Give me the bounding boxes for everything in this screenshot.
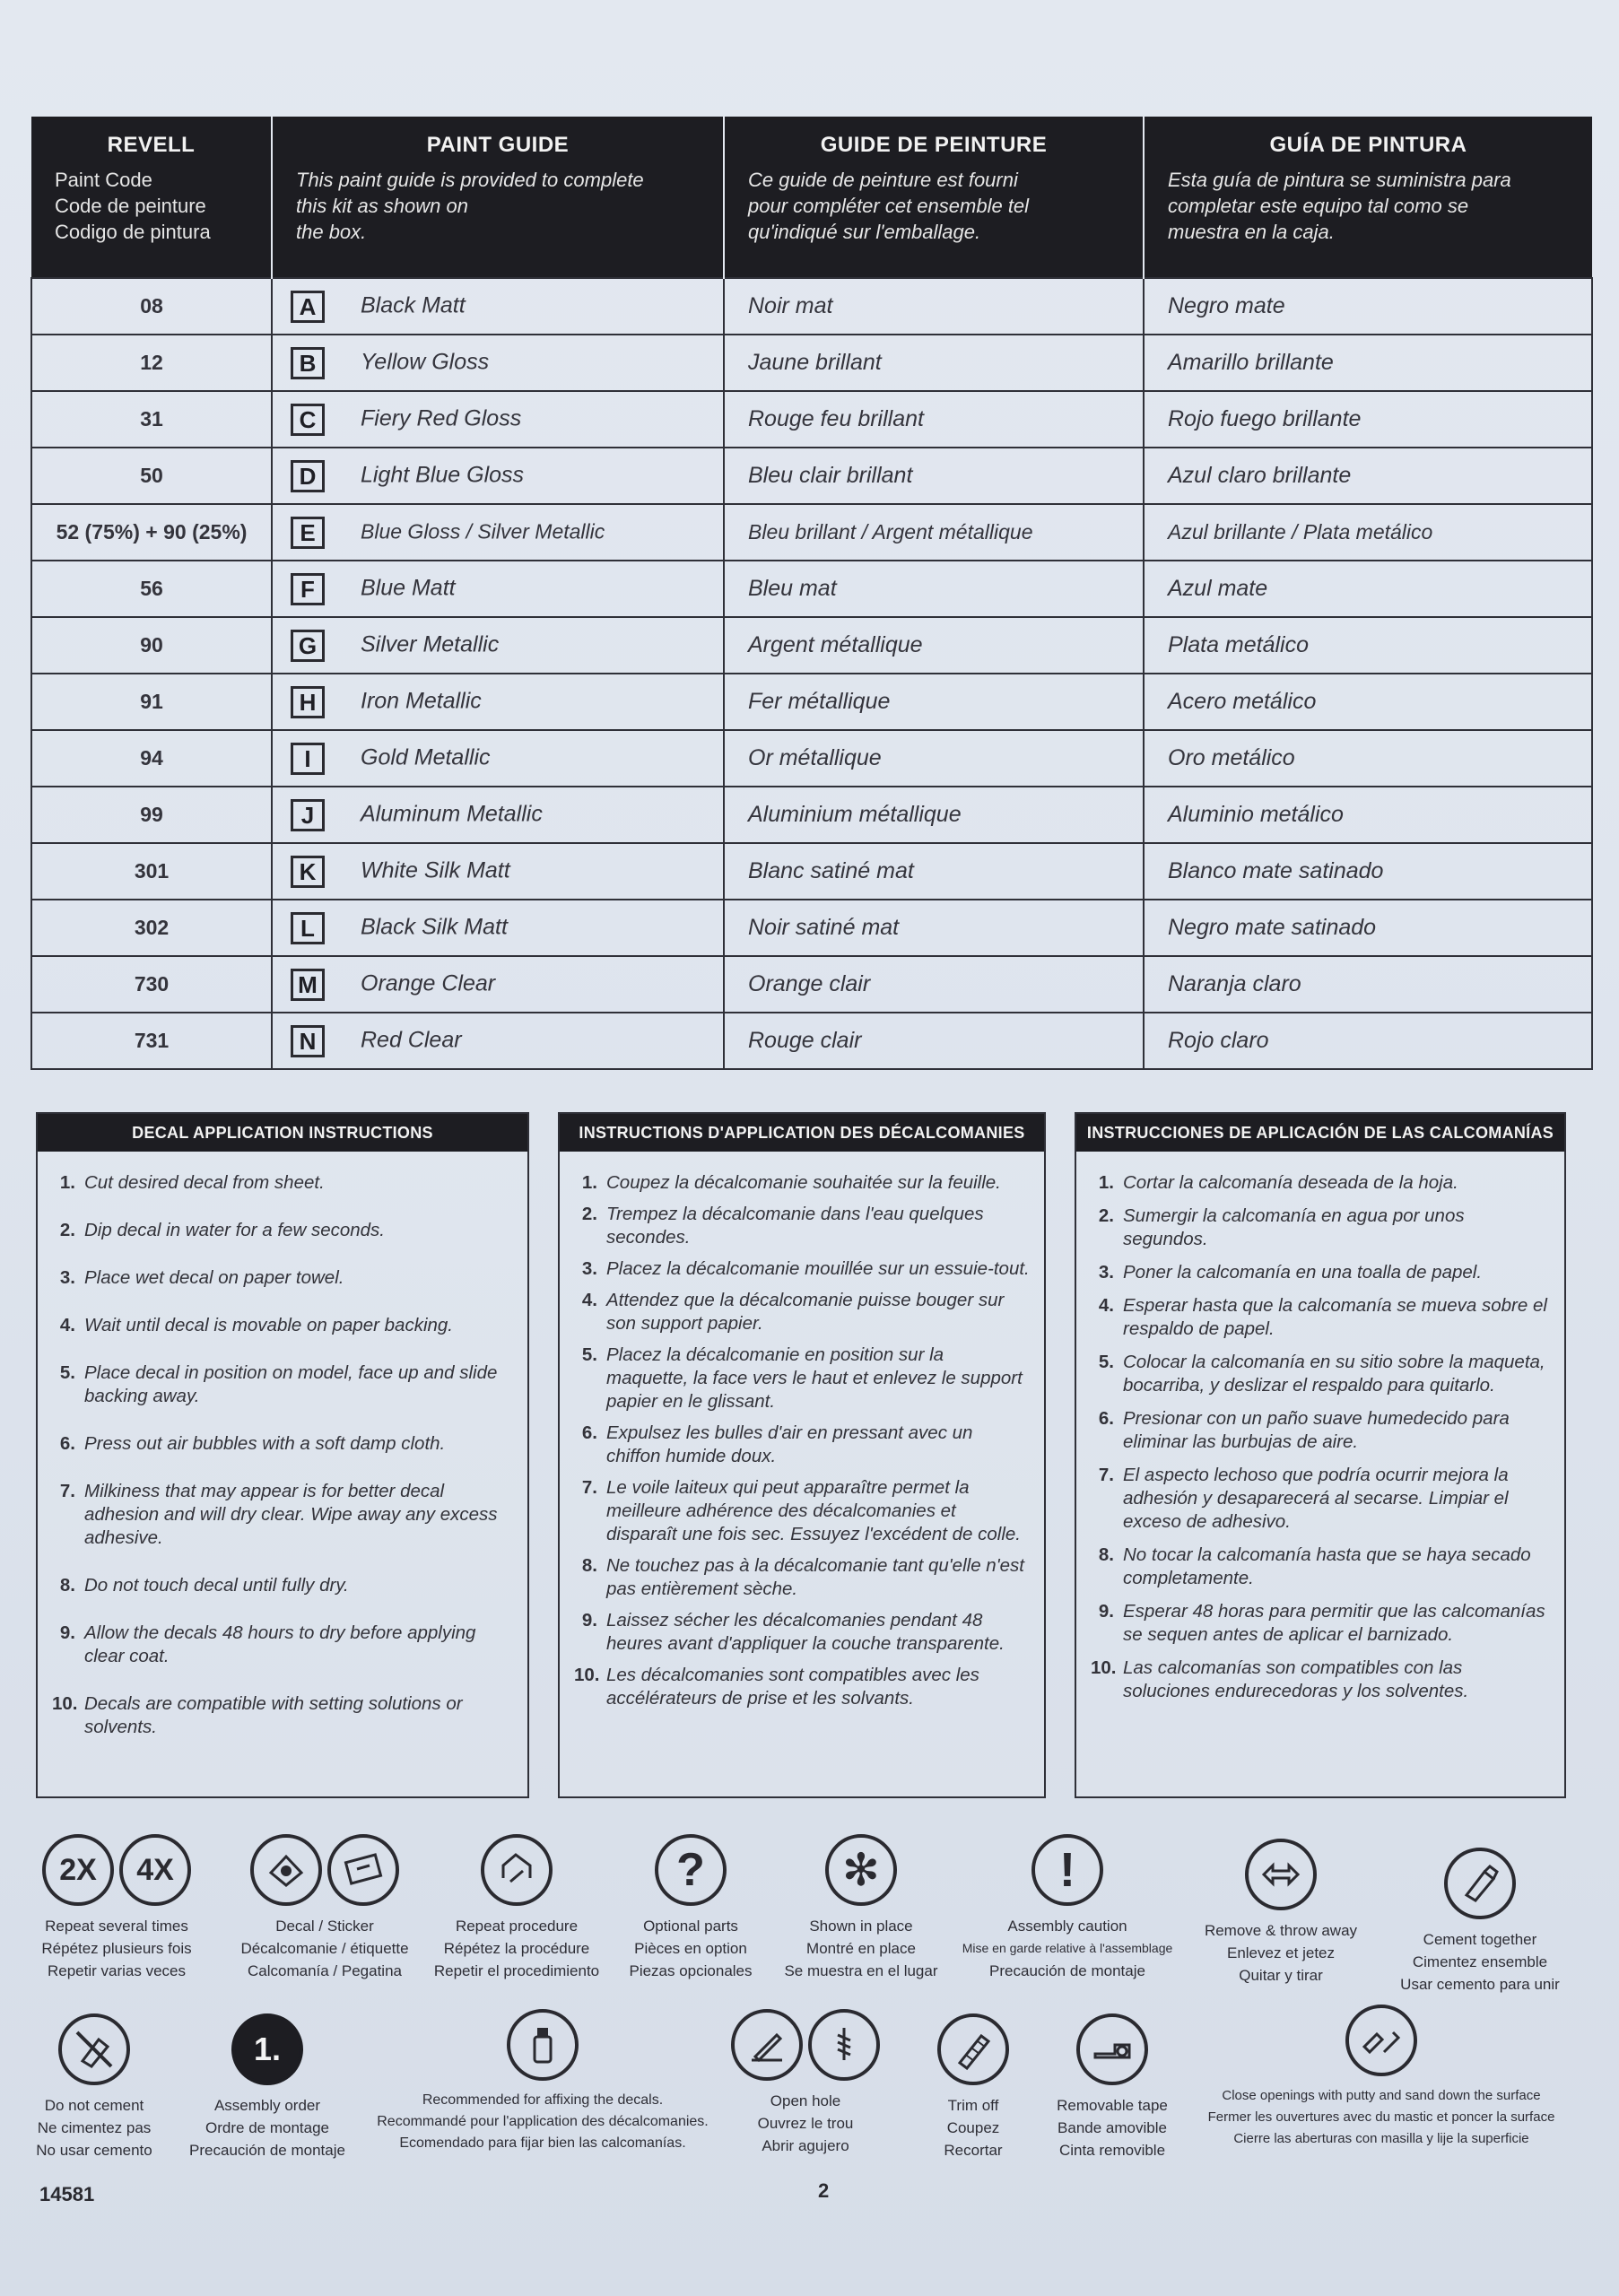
symbol-putty — [1197, 2005, 1565, 2150]
list-item: 5. Placez la décalcomanie en position sur la maquette, la face vers le haut et enlevez le support papier en le glissant. — [574, 1344, 1030, 1413]
header-fr-sub-1: Ce guide de peinture est fourni — [748, 169, 1018, 191]
label-en: Decal / Sticker — [275, 1918, 374, 1935]
symbol-label — [771, 1915, 951, 1982]
symbol-decal — [235, 1834, 414, 1982]
header-fr-sub-3: qu'indiqué sur l'emballage. — [748, 221, 981, 243]
paint-code: 50 — [31, 448, 272, 504]
paint-name-es: Negro mate satinado — [1144, 900, 1592, 956]
label-es: Recortar — [944, 2142, 1003, 2159]
symbol-label — [368, 2090, 718, 2154]
symbol-label — [1390, 1928, 1570, 1996]
decal-step-text: Presionar con un paño suave humedecido para eliminar las burbujas de aire. — [1123, 1408, 1510, 1452]
label-es: Calcomanía / Pegatina — [248, 1962, 402, 1979]
label-fr: Ouvrez le trou — [757, 2115, 854, 2132]
header-code-title: REVELL — [107, 133, 196, 157]
decal-step-text: Dip decal in water for a few seconds. — [84, 1220, 385, 1240]
paint-name-es: Azul brillante / Plata metálico — [1144, 504, 1592, 561]
decal-steps-fr — [560, 1152, 1044, 1710]
label-en: Optional parts — [643, 1918, 738, 1935]
list-item: 1. Cortar la calcomanía deseada de la hoja. — [1091, 1171, 1550, 1195]
paint-name-es: Negro mate — [1144, 278, 1592, 335]
decal-step-text: Wait until decal is movable on paper backing. — [84, 1315, 453, 1335]
paint-name-en — [272, 730, 724, 787]
decal-step-text: Cortar la calcomanía deseada de la hoja. — [1123, 1172, 1458, 1193]
file-trim-icon — [937, 2013, 1009, 2085]
symbol-caution — [960, 1834, 1175, 1982]
paint-letter: C — [291, 404, 325, 436]
list-item: 1. Cut desired decal from sheet. — [52, 1171, 513, 1195]
label-es: Repetir el procedimiento — [433, 1962, 600, 1979]
paint-name-es: Blanco mate satinado — [1144, 843, 1592, 900]
paint-name-en — [272, 504, 724, 561]
decal-title-fr: INSTRUCTIONS D'APPLICATION DES DÉCALCOMANIES — [560, 1114, 1044, 1152]
header-es — [1144, 117, 1592, 278]
paint-code: 94 — [31, 730, 272, 787]
label-fr: Répétez plusieurs fois — [41, 1940, 192, 1957]
no-cement-icon — [58, 2013, 130, 2085]
paint-name-en-text: Silver Metallic — [361, 631, 500, 657]
paint-name-es: Naranja claro — [1144, 956, 1592, 1013]
paint-name-en — [272, 1013, 724, 1069]
decal-step-text: Allow the decals 48 hours to dry before applying clear coat. — [84, 1622, 476, 1666]
paint-name-es: Azul mate — [1144, 561, 1592, 617]
symbol-label — [960, 1915, 1175, 1982]
decal-step-text: Colocar la calcomanía en su sitio sobre la maqueta, bocarriba, y deslizar el respaldo para quitarlo. — [1123, 1352, 1545, 1396]
list-item: 2. Dip decal in water for a few seconds. — [52, 1219, 513, 1242]
list-item: 9. Allow the decals 48 hours to dry before applying clear coat. — [52, 1622, 513, 1668]
header-es-sub-1: Esta guía de pintura se suministra para — [1168, 169, 1511, 191]
list-item: 10. Decals are compatible with setting solutions or solvents. — [52, 1692, 513, 1739]
decal-step-text: Place decal in position on model, face up and slide backing away. — [84, 1362, 498, 1406]
paint-code: 99 — [31, 787, 272, 843]
symbol-label — [18, 2094, 170, 2161]
decal-title-en: DECAL APPLICATION INSTRUCTIONS — [38, 1114, 527, 1152]
list-item: 8. No tocar la calcomanía hasta que se haya secado completamente. — [1091, 1544, 1550, 1590]
label-en: Shown in place — [809, 1918, 913, 1935]
list-item: 3. Poner la calcomanía en una toalla de papel. — [1091, 1261, 1550, 1284]
paint-name-en-text: Black Silk Matt — [361, 914, 508, 940]
symbol-label — [906, 2094, 1040, 2161]
paint-letter: B — [291, 347, 325, 379]
decal-step-text: Press out air bubbles with a soft damp cloth. — [84, 1433, 446, 1454]
paint-name-en-text: Fiery Red Gloss — [361, 405, 522, 431]
list-item: 8. Ne touchez pas à la décalcomanie tant qu'elle n'est pas entièrement sèche. — [574, 1554, 1030, 1601]
label-fr: Mise en garde relative à l'assemblage — [962, 1941, 1173, 1955]
paint-name-fr: Rouge clair — [724, 1013, 1144, 1069]
list-item: 3. Placez la décalcomanie mouillée sur un essuie-tout. — [581, 1258, 1030, 1279]
list-item: 8. Do not touch decal until fully dry. — [52, 1574, 513, 1597]
symbol-label — [716, 2090, 895, 2157]
label-fr: Bande amovible — [1058, 2119, 1167, 2136]
label-es: Quitar y tirar — [1239, 1967, 1323, 1984]
paint-name-es: Rojo claro — [1144, 1013, 1592, 1069]
table-row — [31, 843, 1592, 900]
putty-sand-icon — [1345, 2005, 1417, 2076]
symbol-remove — [1191, 1839, 1371, 1987]
decal-step-text: Placez la décalcomanie mouillée sur un essuie-tout. — [606, 1258, 1030, 1279]
label-en: Open hole — [770, 2092, 841, 2109]
repeat-procedure-icon — [481, 1834, 553, 1906]
label-fr: Montré en place — [806, 1940, 916, 1957]
list-item: 4. Wait until decal is movable on paper backing. — [52, 1314, 513, 1337]
symbol-label — [178, 2094, 357, 2161]
label-en: Repeat several times — [45, 1918, 188, 1935]
label-es: Precaución de montaje — [189, 2142, 345, 2159]
kit-number: 14581 — [39, 2183, 95, 2205]
symbol-cement — [1390, 1848, 1570, 1996]
paint-letter: K — [291, 856, 325, 888]
paint-name-es: Aluminio metálico — [1144, 787, 1592, 843]
header-es-sub-2: completar este equipo tal como se — [1168, 195, 1469, 217]
label-es: Usar cemento para unir — [1400, 1976, 1560, 1993]
header-es-title: GUÍA DE PINTURA — [1269, 133, 1467, 157]
paint-code: 56 — [31, 561, 272, 617]
list-item: 6. Press out air bubbles with a soft damp cloth. — [52, 1432, 513, 1456]
tape-icon — [1076, 2013, 1148, 2085]
decal-step-text: Laissez sécher les décalcomanies pendant 48 heures avant d'appliquer la couche transparente. — [606, 1610, 1005, 1654]
exclamation-icon: ! — [1031, 1834, 1103, 1906]
paint-letter: M — [291, 969, 325, 1001]
paint-name-en — [272, 956, 724, 1013]
symbol-open-hole — [716, 2009, 895, 2157]
label-es: Ecomendado para fijar bien las calcomanías. — [399, 2135, 686, 2151]
list-item: 10. Las calcomanías son compatibles con las soluciones endurecedoras y los solventes. — [1091, 1657, 1550, 1703]
label-fr: Ordre de montage — [205, 2119, 329, 2136]
symbol-assembly-order — [178, 2013, 357, 2161]
paint-name-en — [272, 278, 724, 335]
paint-name-fr: Bleu brillant / Argent métallique — [724, 504, 1144, 561]
symbol-label — [1197, 2085, 1565, 2150]
paint-name-en-text: Blue Gloss / Silver Metallic — [361, 519, 605, 544]
label-en: Trim off — [947, 2097, 999, 2114]
label-fr: Ne cimentez pas — [37, 2119, 152, 2136]
paint-name-en-text: Blue Matt — [361, 575, 456, 601]
paint-code: 301 — [31, 843, 272, 900]
label-en: Removable tape — [1057, 2097, 1168, 2114]
symbol-label — [27, 1915, 206, 1982]
decal-step-text: Attendez que la décalcomanie puisse bouger sur son support papier. — [606, 1290, 1005, 1334]
symbol-trim — [906, 2013, 1040, 2161]
decal-step-text: Las calcomanías son compatibles con las soluciones endurecedoras y los solventes. — [1123, 1657, 1469, 1701]
symbol-repeat — [27, 1834, 206, 1982]
decal-step-text: Ne touchez pas à la décalcomanie tant qu'elle n'est pas entièrement sèche. — [606, 1555, 1024, 1599]
paint-name-en-text: Yellow Gloss — [361, 349, 490, 375]
paint-code: 302 — [31, 900, 272, 956]
header-en — [272, 117, 724, 278]
repeat-2x-icon: 2X — [42, 1834, 114, 1906]
paint-name-es: Azul claro brillante — [1144, 448, 1592, 504]
paint-name-en-text: Orange Clear — [361, 970, 496, 996]
decal-icon — [250, 1834, 322, 1906]
table-row — [31, 448, 1592, 504]
paint-letter: A — [291, 291, 325, 323]
knife-icon — [731, 2009, 803, 2081]
paint-name-fr: Blanc satiné mat — [724, 843, 1144, 900]
paint-name-es: Amarillo brillante — [1144, 335, 1592, 391]
table-row — [31, 956, 1592, 1013]
label-en: Assembly order — [213, 2097, 321, 2114]
header-code-sub-1: Paint Code — [55, 169, 152, 191]
label-fr: Recommandé pour l'application des décalcomanies. — [377, 2114, 709, 2129]
paint-name-fr: Orange clair — [724, 956, 1144, 1013]
label-es: Cinta removible — [1058, 2142, 1166, 2159]
paint-name-fr: Argent métallique — [724, 617, 1144, 674]
label-es: Cierre las aberturas con masilla y lije la superficie — [1233, 2131, 1529, 2146]
asterisk-icon: ✻ — [825, 1834, 897, 1906]
paint-guide-table — [30, 117, 1593, 1070]
header-code-sub-2: Code de peinture — [55, 195, 206, 217]
sticker-icon — [327, 1834, 399, 1906]
decal-steps-en — [38, 1152, 527, 1739]
table-row — [31, 730, 1592, 787]
list-item: 10. Les décalcomanies sont compatibles avec les accélérateurs de prise et les solvants. — [574, 1664, 1030, 1710]
table-row — [31, 674, 1592, 730]
paint-name-es: Acero metálico — [1144, 674, 1592, 730]
paint-name-en-text: Light Blue Gloss — [361, 462, 525, 488]
paint-name-en — [272, 391, 724, 448]
label-es: No usar cemento — [36, 2142, 152, 2159]
list-item: 2. Trempez la décalcomanie dans l'eau quelques secondes. — [574, 1203, 1030, 1249]
list-item: 6. Expulsez les bulles d'air en pressant avec un chiffon humide doux. — [574, 1422, 1030, 1468]
label-en: Close openings with putty and sand down the surface — [1222, 2088, 1541, 2103]
decal-step-text: Do not touch decal until fully dry. — [84, 1575, 349, 1596]
symbol-shown — [771, 1834, 951, 1982]
label-fr: Coupez — [946, 2119, 1000, 2136]
paint-name-en-text: Iron Metallic — [361, 688, 482, 714]
header-code — [31, 117, 272, 278]
paint-name-en — [272, 448, 724, 504]
label-fr: Répétez la procédure — [443, 1940, 590, 1957]
label-fr: Fermer les ouvertures avec du mastic et poncer la surface — [1207, 2109, 1555, 2125]
symbol-optional — [601, 1834, 780, 1982]
decal-title-es: INSTRUCCIONES DE APLICACIÓN DE LAS CALCOMANÍAS — [1076, 1114, 1564, 1152]
header-fr-sub-2: pour compléter cet ensemble tel — [748, 195, 1030, 217]
paint-name-en — [272, 900, 724, 956]
decal-step-text: Milkiness that may appear is for better decal adhesion and will dry clear. Wipe away any excess adhesive. — [84, 1481, 498, 1548]
label-en: Do not cement — [44, 2097, 144, 2114]
paint-letter: G — [291, 630, 325, 662]
label-fr: Décalcomanie / étiquette — [240, 1940, 409, 1957]
decal-step-text: Expulsez les bulles d'air en pressant avec un chiffon humide doux. — [606, 1422, 973, 1466]
symbol-tape — [1040, 2013, 1184, 2161]
paint-name-fr: Bleu mat — [724, 561, 1144, 617]
symbol-no-cement — [18, 2013, 170, 2161]
decal-step-text: Coupez la décalcomanie souhaitée sur la feuille. — [606, 1172, 1001, 1193]
header-fr — [724, 117, 1144, 278]
list-item: 2. Sumergir la calcomanía en agua por unos segundos. — [1091, 1205, 1550, 1251]
table-header-row — [31, 117, 1592, 278]
list-item: 9. Laissez sécher les décalcomanies pendant 48 heures avant d'appliquer la couche transparente. — [574, 1609, 1030, 1656]
paint-letter: I — [291, 743, 325, 775]
paint-letter: H — [291, 686, 325, 718]
paint-name-en — [272, 617, 724, 674]
decal-step-text: Le voile laiteux qui peut apparaître permet la meilleure adhérence des décalcomanies et disparaît une fois sec. Essuyez l'excédent de colle. — [606, 1477, 1022, 1544]
decal-step-text: Sumergir la calcomanía en agua por unos segundos. — [1123, 1205, 1465, 1249]
header-code-sub-3: Codigo de pintura — [55, 221, 211, 243]
table-row — [31, 504, 1592, 561]
paint-code: 12 — [31, 335, 272, 391]
decal-step-text: El aspecto lechoso que podría ocurrir mejora la adhesión y desaparecerá al secarse. Limpiar el exceso de adhesivo. — [1123, 1465, 1509, 1532]
decal-step-text: Cut desired decal from sheet. — [84, 1172, 325, 1193]
header-en-sub-2: this kit as shown on — [296, 195, 468, 217]
paint-letter: L — [291, 912, 325, 944]
decal-solution-bottle-icon — [507, 2009, 579, 2081]
list-item: 1. Coupez la décalcomanie souhaitée sur la feuille. — [574, 1171, 1030, 1195]
paint-name-en — [272, 787, 724, 843]
label-es: Precaución de montaje — [989, 1962, 1145, 1979]
paint-code: 731 — [31, 1013, 272, 1069]
paint-name-es: Rojo fuego brillante — [1144, 391, 1592, 448]
paint-name-en — [272, 561, 724, 617]
list-item: 6. Presionar con un paño suave humedecido para eliminar las burbujas de aire. — [1091, 1407, 1550, 1454]
header-es-sub-3: muestra en la caja. — [1168, 221, 1335, 243]
paint-name-fr: Aluminium métallique — [724, 787, 1144, 843]
paint-name-en — [272, 674, 724, 730]
paint-name-fr: Or métallique — [724, 730, 1144, 787]
table-row — [31, 900, 1592, 956]
list-item: 9. Esperar 48 horas para permitir que las calcomanías se sequen antes de aplicar el barnizado. — [1091, 1600, 1550, 1647]
list-item: 4. Esperar hasta que la calcomanía se mueva sobre el respaldo de papel. — [1091, 1294, 1550, 1341]
decal-instructions-en — [36, 1112, 529, 1798]
paint-name-fr: Noir mat — [724, 278, 1144, 335]
symbol-label — [1191, 1919, 1371, 1987]
paint-name-fr: Bleu clair brillant — [724, 448, 1144, 504]
paint-name-en — [272, 335, 724, 391]
page-number: 2 — [818, 2179, 830, 2202]
label-en: Assembly caution — [1007, 1918, 1127, 1935]
paint-code: 08 — [31, 278, 272, 335]
label-en: Remove & throw away — [1204, 1922, 1358, 1939]
list-item: 7. Milkiness that may appear is for better decal adhesion and will dry clear. Wipe away any excess adhesive. — [52, 1480, 513, 1550]
label-en: Cement together — [1423, 1931, 1537, 1948]
table-row — [31, 391, 1592, 448]
table-row — [31, 617, 1592, 674]
symbol-procedure — [427, 1834, 606, 1982]
decal-instructions-fr — [558, 1112, 1046, 1798]
decal-step-text: Esperar 48 horas para permitir que las calcomanías se sequen antes de aplicar el barnizado. — [1123, 1601, 1545, 1645]
label-en: Repeat procedure — [455, 1918, 579, 1935]
decal-step-text: Trempez la décalcomanie dans l'eau quelques secondes. — [606, 1204, 984, 1248]
paint-name-fr: Noir satiné mat — [724, 900, 1144, 956]
question-icon: ? — [655, 1834, 727, 1906]
label-es: Se muestra en el lugar — [784, 1962, 938, 1979]
header-en-sub-3: the box. — [296, 221, 367, 243]
header-fr-title: GUIDE DE PEINTURE — [820, 133, 1048, 157]
label-es: Repetir varias veces — [47, 1962, 186, 1979]
repeat-4x-icon: 4X — [119, 1834, 191, 1906]
table-row — [31, 1013, 1592, 1069]
label-fr: Pièces en option — [634, 1940, 747, 1957]
paint-letter: E — [291, 517, 325, 549]
list-item: 7. Le voile laiteux qui peut apparaître permet la meilleure adhérence des décalcomanies et disparaît une fois sec. Essuyez l'excédent de colle. — [574, 1476, 1030, 1546]
decal-step-text: Decals are compatible with setting solutions or solvents. — [84, 1693, 463, 1737]
list-item: 7. El aspecto lechoso que podría ocurrir mejora la adhesión y desaparecerá al secarse. Limpiar el exceso de adhesivo. — [1091, 1464, 1550, 1534]
label-es: Piezas opcionales — [629, 1962, 753, 1979]
paint-name-en — [272, 843, 724, 900]
decal-step-text: Les décalcomanies sont compatibles avec les accélérateurs de prise et les solvants. — [606, 1665, 979, 1709]
symbol-label — [235, 1915, 414, 1982]
paint-code: 730 — [31, 956, 272, 1013]
decal-step-text: Esperar hasta que la calcomanía se mueva sobre el respaldo de papel. — [1123, 1295, 1547, 1339]
label-en: Recommended for affixing the decals. — [422, 2092, 664, 2108]
paint-code: 52 (75%) + 90 (25%) — [31, 504, 272, 561]
table-row — [31, 335, 1592, 391]
paint-name-fr: Fer métallique — [724, 674, 1144, 730]
paint-name-en-text: Red Clear — [361, 1027, 462, 1053]
header-en-title: PAINT GUIDE — [426, 133, 570, 157]
paint-name-en-text: Aluminum Metallic — [361, 801, 543, 827]
symbol-label — [601, 1915, 780, 1982]
table-row — [31, 278, 1592, 335]
paint-code: 91 — [31, 674, 272, 730]
paint-name-fr: Rouge feu brillant — [724, 391, 1144, 448]
paint-letter: F — [291, 573, 325, 605]
table-row — [31, 561, 1592, 617]
paint-name-en-text: Black Matt — [361, 292, 466, 318]
label-fr: Cimentez ensemble — [1412, 1953, 1548, 1970]
paint-code: 31 — [31, 391, 272, 448]
header-en-sub-1: This paint guide is provided to complete — [296, 169, 644, 191]
drill-icon — [808, 2009, 880, 2081]
paint-name-en-text: White Silk Matt — [361, 857, 510, 883]
paint-name-fr: Jaune brillant — [724, 335, 1144, 391]
list-item: 3. Place wet decal on paper towel. — [52, 1266, 513, 1290]
paint-name-es: Oro metálico — [1144, 730, 1592, 787]
paint-code: 90 — [31, 617, 272, 674]
label-es: Abrir agujero — [762, 2137, 849, 2154]
decal-instructions-es — [1075, 1112, 1566, 1798]
paint-letter: J — [291, 799, 325, 831]
paint-letter: N — [291, 1025, 325, 1057]
symbol-label — [1040, 2094, 1184, 2161]
decal-step-text: Poner la calcomanía en una toalla de papel. — [1123, 1262, 1483, 1283]
label-fr: Enlevez et jetez — [1226, 1944, 1335, 1961]
symbol-label — [427, 1915, 606, 1982]
assembly-order-icon: 1. — [231, 2013, 303, 2085]
paint-letter: D — [291, 460, 325, 492]
table-row — [31, 787, 1592, 843]
paint-name-en-text: Gold Metallic — [361, 744, 491, 770]
list-item: 4. Attendez que la décalcomanie puisse bouger sur son support papier. — [574, 1289, 1030, 1335]
remove-throw-icon — [1245, 1839, 1317, 1910]
list-item: 5. Colocar la calcomanía en su sitio sobre la maqueta, bocarriba, y deslizar el respaldo para quitarlo. — [1091, 1351, 1550, 1397]
decal-steps-es — [1076, 1152, 1564, 1703]
cement-tube-icon — [1444, 1848, 1516, 1919]
paint-name-es: Plata metálico — [1144, 617, 1592, 674]
decal-step-text: No tocar la calcomanía hasta que se haya secado completamente. — [1123, 1544, 1531, 1588]
decal-step-text: Place wet decal on paper towel. — [84, 1267, 344, 1288]
list-item: 5. Place decal in position on model, face up and slide backing away. — [52, 1361, 513, 1408]
decal-step-text: Placez la décalcomanie en position sur la maquette, la face vers le haut et enlevez le support papier en le glissant. — [606, 1344, 1023, 1412]
symbol-recommended — [368, 2009, 718, 2154]
